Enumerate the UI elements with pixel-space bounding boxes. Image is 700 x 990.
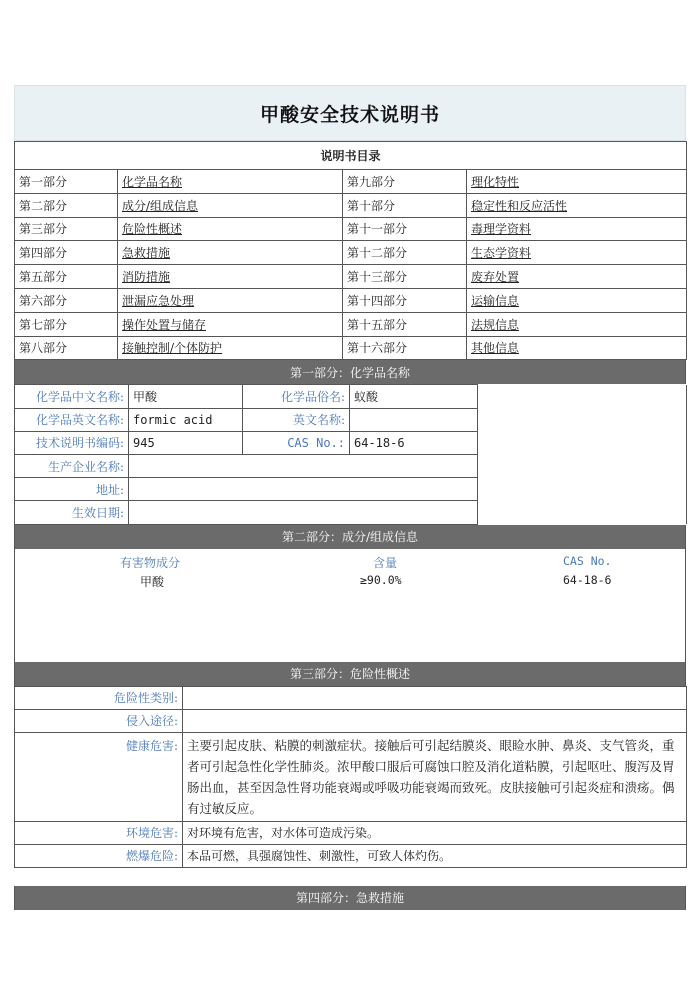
toc-row — [15, 312, 687, 336]
toc-row — [15, 193, 687, 217]
toc-section-link[interactable] — [467, 265, 687, 289]
content-value: ≥90.0% — [360, 572, 402, 587]
toc-table — [14, 141, 687, 360]
toc-part-label: 第七部分 — [15, 312, 118, 336]
address-value — [129, 478, 478, 501]
toc-link-text[interactable]: 理化特性 — [471, 174, 520, 189]
cn-name-value: 甲酸 — [129, 385, 243, 408]
toc-row — [15, 170, 687, 194]
common-name-label: 化学品俗名: — [243, 385, 350, 408]
en-name-value: formic acid — [129, 408, 243, 431]
toc-link-text[interactable]: 危险性概述 — [122, 222, 183, 237]
toc-part-label: 第九部分 — [343, 170, 467, 194]
part1-table — [14, 384, 687, 524]
toc-row — [15, 265, 687, 289]
toc-part-label: 第十四部分 — [343, 288, 467, 312]
route-label: 侵入途径: — [15, 709, 183, 732]
route-value — [183, 709, 687, 732]
toc-section-link[interactable] — [467, 217, 687, 241]
toc-section-link[interactable] — [118, 265, 343, 289]
toc-link-text[interactable]: 泄漏应急处理 — [122, 293, 195, 308]
toc-part-label: 第十一部分 — [343, 217, 467, 241]
toc-part-label: 第二部分 — [15, 193, 118, 217]
toc-section-link[interactable] — [467, 336, 687, 360]
common-name-value: 蚁酸 — [350, 385, 478, 408]
toc-link-text[interactable]: 生态学资料 — [471, 246, 532, 261]
manufacturer-value — [129, 454, 478, 477]
toc-section-link[interactable] — [467, 241, 687, 265]
header-cas: CAS No. — [563, 553, 612, 568]
toc-section-link[interactable] — [467, 288, 687, 312]
cas-value: 64-18-6 — [350, 431, 478, 454]
toc-part-label: 第四部分 — [15, 241, 118, 265]
address-label: 地址: — [15, 478, 129, 501]
toc-section-link[interactable] — [118, 217, 343, 241]
toc-link-text[interactable]: 操作处置与储存 — [122, 317, 207, 332]
header-content: 含量 — [373, 555, 398, 570]
part2-composition — [14, 549, 686, 662]
health-label: 健康危害: — [15, 732, 183, 821]
toc-link-text[interactable]: 其他信息 — [471, 341, 520, 356]
manufacturer-label: 生产企业名称: — [15, 454, 129, 477]
code-label: 技术说明书编码: — [15, 431, 129, 454]
toc-section-link[interactable] — [467, 170, 687, 194]
toc-row — [15, 288, 687, 312]
en-name2-value — [350, 408, 478, 431]
toc-link-text[interactable]: 接触控制/个体防护 — [122, 341, 223, 356]
section-bar-part3: 第三部分：危险性概述 — [14, 662, 686, 686]
toc-link-text[interactable]: 稳定性和反应活性 — [471, 198, 568, 213]
toc-part-label: 第十五部分 — [343, 312, 467, 336]
toc-part-label: 第十部分 — [343, 193, 467, 217]
en-name2-label: 英文名称: — [243, 408, 350, 431]
code-value: 945 — [129, 431, 243, 454]
toc-part-label: 第十三部分 — [343, 265, 467, 289]
toc-part-label: 第五部分 — [15, 265, 118, 289]
toc-section-link[interactable] — [118, 336, 343, 360]
toc-link-text[interactable]: 化学品名称 — [122, 174, 183, 189]
cn-name-label: 化学品中文名称: — [15, 385, 129, 408]
toc-link-text[interactable]: 废弃处置 — [471, 270, 520, 285]
document-title: 甲酸安全技术说明书 — [259, 103, 440, 126]
toc-section-link[interactable] — [467, 193, 687, 217]
toc-row — [15, 241, 687, 265]
cas-value-part2: 64-18-6 — [563, 572, 612, 587]
health-value: 主要引起皮肤、粘膜的刺激症状。接触后可引起结膜炎、眼睑水肿、鼻炎、支气管炎，重者可引起急性化学性肺炎。浓甲酸口服后可腐蚀口腔及消化道粘膜，引起呕吐、腹泻及胃肠出血，甚至因急性肾功能衰竭或呼吸功能衰竭而致死。皮肤接触可引起炎症和溃疡。偶有过敏反应。 — [183, 732, 687, 821]
section-bar-part4: 第四部分：急救措施 — [14, 886, 686, 910]
effective-date-label: 生效日期: — [15, 501, 129, 524]
toc-part-label: 第十二部分 — [343, 241, 467, 265]
toc-section-link[interactable] — [118, 193, 343, 217]
env-value: 对环境有危害，对水体可造成污染。 — [183, 821, 687, 844]
toc-section-link[interactable] — [118, 312, 343, 336]
toc-part-label: 第八部分 — [15, 336, 118, 360]
fire-label: 燃爆危险: — [15, 844, 183, 867]
toc-link-text[interactable]: 消防措施 — [122, 270, 171, 285]
toc-part-label: 第六部分 — [15, 288, 118, 312]
hazard-class-label: 危险性类别: — [15, 686, 183, 709]
hazard-class-value — [183, 686, 687, 709]
toc-link-text[interactable]: 法规信息 — [471, 317, 520, 332]
env-label: 环境危害: — [15, 821, 183, 844]
effective-date-value — [129, 501, 478, 524]
en-name-label: 化学品英文名称: — [15, 408, 129, 431]
toc-link-text[interactable]: 运输信息 — [471, 293, 520, 308]
toc-part-label: 第十六部分 — [343, 336, 467, 360]
toc-heading: 说明书目录 — [15, 142, 687, 170]
toc-row — [15, 336, 687, 360]
part1-blank-area — [478, 385, 687, 524]
toc-section-link[interactable] — [118, 241, 343, 265]
part3-table — [14, 686, 687, 868]
header-component: 有害物成分 — [120, 555, 181, 570]
toc-section-link[interactable] — [118, 170, 343, 194]
toc-link-text[interactable]: 急救措施 — [122, 246, 171, 261]
title-band — [14, 85, 686, 141]
toc-part-label: 第一部分 — [15, 170, 118, 194]
fire-value: 本品可燃，具强腐蚀性、刺激性，可致人体灼伤。 — [183, 844, 687, 867]
toc-link-text[interactable]: 毒理学资料 — [471, 222, 532, 237]
toc-row — [15, 217, 687, 241]
toc-section-link[interactable] — [118, 288, 343, 312]
section-bar-part1: 第一部分：化学品名称 — [14, 360, 686, 384]
toc-link-text[interactable]: 成分/组成信息 — [122, 198, 199, 213]
sds-document — [14, 85, 686, 910]
section-bar-part2: 第二部分：成分/组成信息 — [14, 525, 686, 549]
cas-label: CAS No.: — [243, 431, 350, 454]
toc-section-link[interactable] — [467, 312, 687, 336]
component-value: 甲酸 — [140, 574, 165, 589]
toc-part-label: 第三部分 — [15, 217, 118, 241]
